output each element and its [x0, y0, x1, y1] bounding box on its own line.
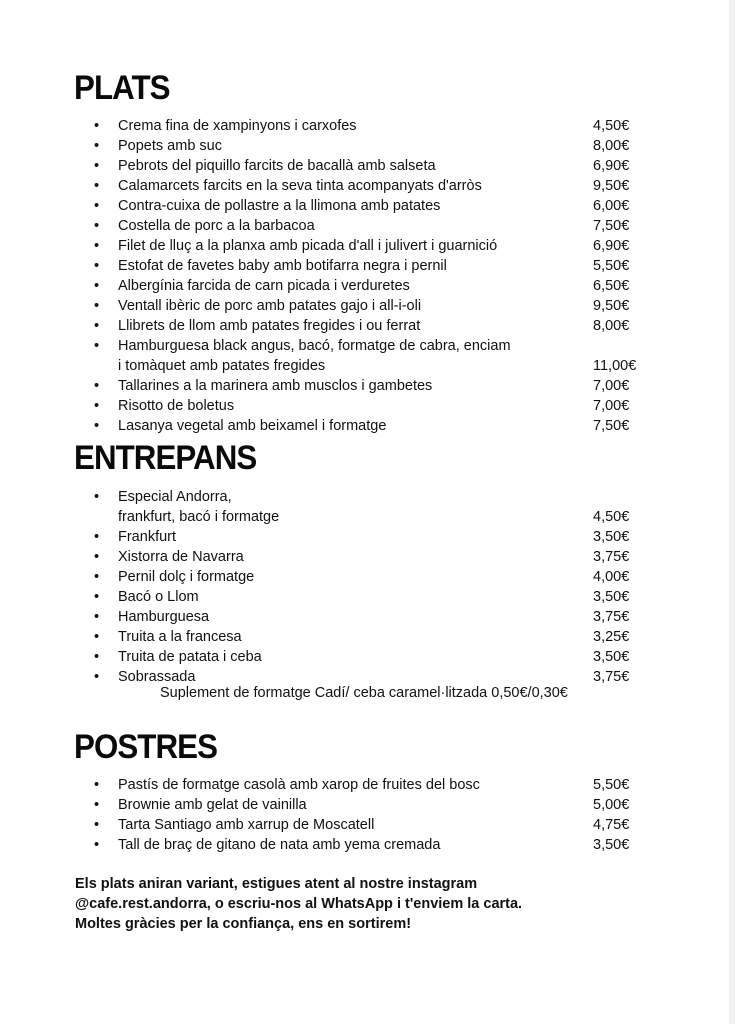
bullet: •	[94, 549, 100, 565]
item-name: Lasanya vegetal amb beixamel i formatge	[118, 418, 387, 434]
bullet: •	[94, 817, 100, 833]
item-name: Pebrots del piquillo farcits de bacallà amb salseta	[118, 158, 436, 174]
plats-list	[0, 116, 735, 436]
menu-item	[0, 196, 735, 216]
menu-item	[0, 396, 735, 416]
bullet: •	[94, 138, 100, 154]
item-name: Hamburguesa	[118, 609, 210, 625]
menu-item	[0, 316, 735, 336]
item-price: 7,50€	[593, 218, 630, 234]
item-name: Pernil dolç i formatge	[118, 569, 255, 585]
item-price: 7,00€	[593, 378, 630, 394]
item-price: 3,75€	[593, 549, 630, 565]
item-price: 9,50€	[593, 178, 630, 194]
footer-line: Moltes gràcies per la confiança, ens en sortirem!	[75, 916, 412, 932]
menu-item	[0, 567, 735, 587]
bullet: •	[94, 198, 100, 214]
bullet: •	[94, 489, 100, 505]
item-price: 4,50€	[593, 118, 630, 134]
bullet: •	[94, 378, 100, 394]
section-heading-entrepans: ENTREPANS	[74, 439, 257, 477]
bullet: •	[94, 278, 100, 294]
item-price: 7,00€	[593, 398, 630, 414]
postres-list	[0, 775, 735, 855]
bullet: •	[94, 629, 100, 645]
item-name: Bacó o Llom	[118, 589, 199, 605]
item-price: 8,00€	[593, 318, 630, 334]
bullet: •	[94, 669, 100, 685]
menu-item	[0, 416, 735, 436]
bullet: •	[94, 258, 100, 274]
item-name: Crema fina de xampinyons i carxofes	[118, 118, 357, 134]
menu-item	[0, 236, 735, 256]
bullet: •	[94, 609, 100, 625]
item-price: 4,50€	[593, 509, 630, 525]
item-price: 8,00€	[593, 138, 630, 154]
item-price: 4,00€	[593, 569, 630, 585]
item-name: Hamburguesa black angus, bacó, formatge de cabra, enciam	[118, 338, 511, 354]
footer-line: @cafe.rest.andorra, o escriu-nos al WhatsApp i t'enviem la carta.	[75, 896, 523, 912]
item-name: Xistorra de Navarra	[118, 549, 244, 565]
bullet: •	[94, 238, 100, 254]
item-price: 5,00€	[593, 797, 630, 813]
item-name: Pastís de formatge casolà amb xarop de fruites del bosc	[118, 777, 480, 793]
item-price: 3,50€	[593, 529, 630, 545]
item-name: Tallarines a la marinera amb musclos i gambetes	[118, 378, 433, 394]
bullet: •	[94, 589, 100, 605]
item-price: 6,00€	[593, 198, 630, 214]
item-price: 3,50€	[593, 589, 630, 605]
menu-item	[0, 607, 735, 627]
item-price: 3,50€	[593, 649, 630, 665]
item-price: 6,90€	[593, 158, 630, 174]
menu-item	[0, 527, 735, 547]
menu-item	[0, 775, 735, 795]
item-name: Truita de patata i ceba	[118, 649, 262, 665]
item-price: 6,90€	[593, 238, 630, 254]
item-price: 3,25€	[593, 629, 630, 645]
bullet: •	[94, 649, 100, 665]
section-heading-postres: POSTRES	[74, 728, 218, 766]
item-name: Brownie amb gelat de vainilla	[118, 797, 307, 813]
item-price: 6,50€	[593, 278, 630, 294]
menu-item	[0, 647, 735, 667]
bullet: •	[94, 118, 100, 134]
menu-item	[0, 587, 735, 607]
bullet: •	[94, 158, 100, 174]
section-heading-plats: PLATS	[74, 69, 170, 107]
item-price: 11,00€	[593, 358, 637, 374]
menu-item	[0, 487, 735, 507]
menu-item-continuation	[0, 356, 735, 376]
footer-note	[75, 874, 522, 934]
item-name: Popets amb suc	[118, 138, 222, 154]
item-name: Costella de porc a la barbacoa	[118, 218, 315, 234]
menu-item	[0, 276, 735, 296]
menu-item	[0, 156, 735, 176]
bullet: •	[94, 398, 100, 414]
item-price: 9,50€	[593, 298, 630, 314]
item-name: Filet de lluç a la planxa amb picada d'all i julivert i guarnició	[118, 238, 498, 254]
bullet: •	[94, 797, 100, 813]
menu-item-continuation	[0, 507, 735, 527]
item-name: Sobrassada	[118, 669, 196, 685]
menu-item	[0, 835, 735, 855]
item-name: Albergínia farcida de carn picada i verduretes	[118, 278, 410, 294]
bullet: •	[94, 777, 100, 793]
item-name: Tall de braç de gitano de nata amb yema cremada	[118, 837, 441, 853]
item-name-line2: i tomàquet amb patates fregides	[118, 358, 326, 374]
item-price: 3,75€	[593, 669, 630, 685]
menu-item	[0, 176, 735, 196]
item-price: 5,50€	[593, 258, 630, 274]
menu-item	[0, 795, 735, 815]
bullet: •	[94, 837, 100, 853]
bullet: •	[94, 298, 100, 314]
item-name-line2: frankfurt, bacó i formatge	[118, 509, 280, 525]
item-name: Ventall ibèric de porc amb patates gajo i all-i-oli	[118, 298, 422, 314]
menu-item	[0, 815, 735, 835]
item-name: Truita a la francesa	[118, 629, 242, 645]
menu-item	[0, 116, 735, 136]
item-price: 4,75€	[593, 817, 630, 833]
item-name: Estofat de favetes baby amb botifarra negra i pernil	[118, 258, 447, 274]
item-name: Risotto de boletus	[118, 398, 235, 414]
item-price: 7,50€	[593, 418, 630, 434]
menu-item	[0, 136, 735, 156]
supplement-note: Suplement de formatge Cadí/ ceba caramel·litzada 0,50€/0,30€	[160, 685, 568, 701]
menu-item	[0, 376, 735, 396]
menu-item	[0, 627, 735, 647]
item-price: 3,50€	[593, 837, 630, 853]
item-name: Tarta Santiago amb xarrup de Moscatell	[118, 817, 375, 833]
menu-item	[0, 256, 735, 276]
menu-item	[0, 216, 735, 236]
menu-item	[0, 296, 735, 316]
footer-line: Els plats aniran variant, estigues atent al nostre instagram	[75, 876, 478, 892]
item-name: Contra-cuixa de pollastre a la llimona amb patates	[118, 198, 441, 214]
menu-item	[0, 547, 735, 567]
bullet: •	[94, 178, 100, 194]
bullet: •	[94, 338, 100, 354]
bullet: •	[94, 569, 100, 585]
menu-item	[0, 336, 735, 356]
item-name: Especial Andorra,	[118, 489, 232, 505]
bullet: •	[94, 318, 100, 334]
entrepans-list	[0, 487, 735, 687]
item-price: 3,75€	[593, 609, 630, 625]
item-price: 5,50€	[593, 777, 630, 793]
bullet: •	[94, 218, 100, 234]
item-name: Llibrets de llom amb patates fregides i ou ferrat	[118, 318, 421, 334]
bullet: •	[94, 529, 100, 545]
item-name: Calamarcets farcits en la seva tinta acompanyats d'arròs	[118, 178, 482, 194]
bullet: •	[94, 418, 100, 434]
item-name: Frankfurt	[118, 529, 177, 545]
